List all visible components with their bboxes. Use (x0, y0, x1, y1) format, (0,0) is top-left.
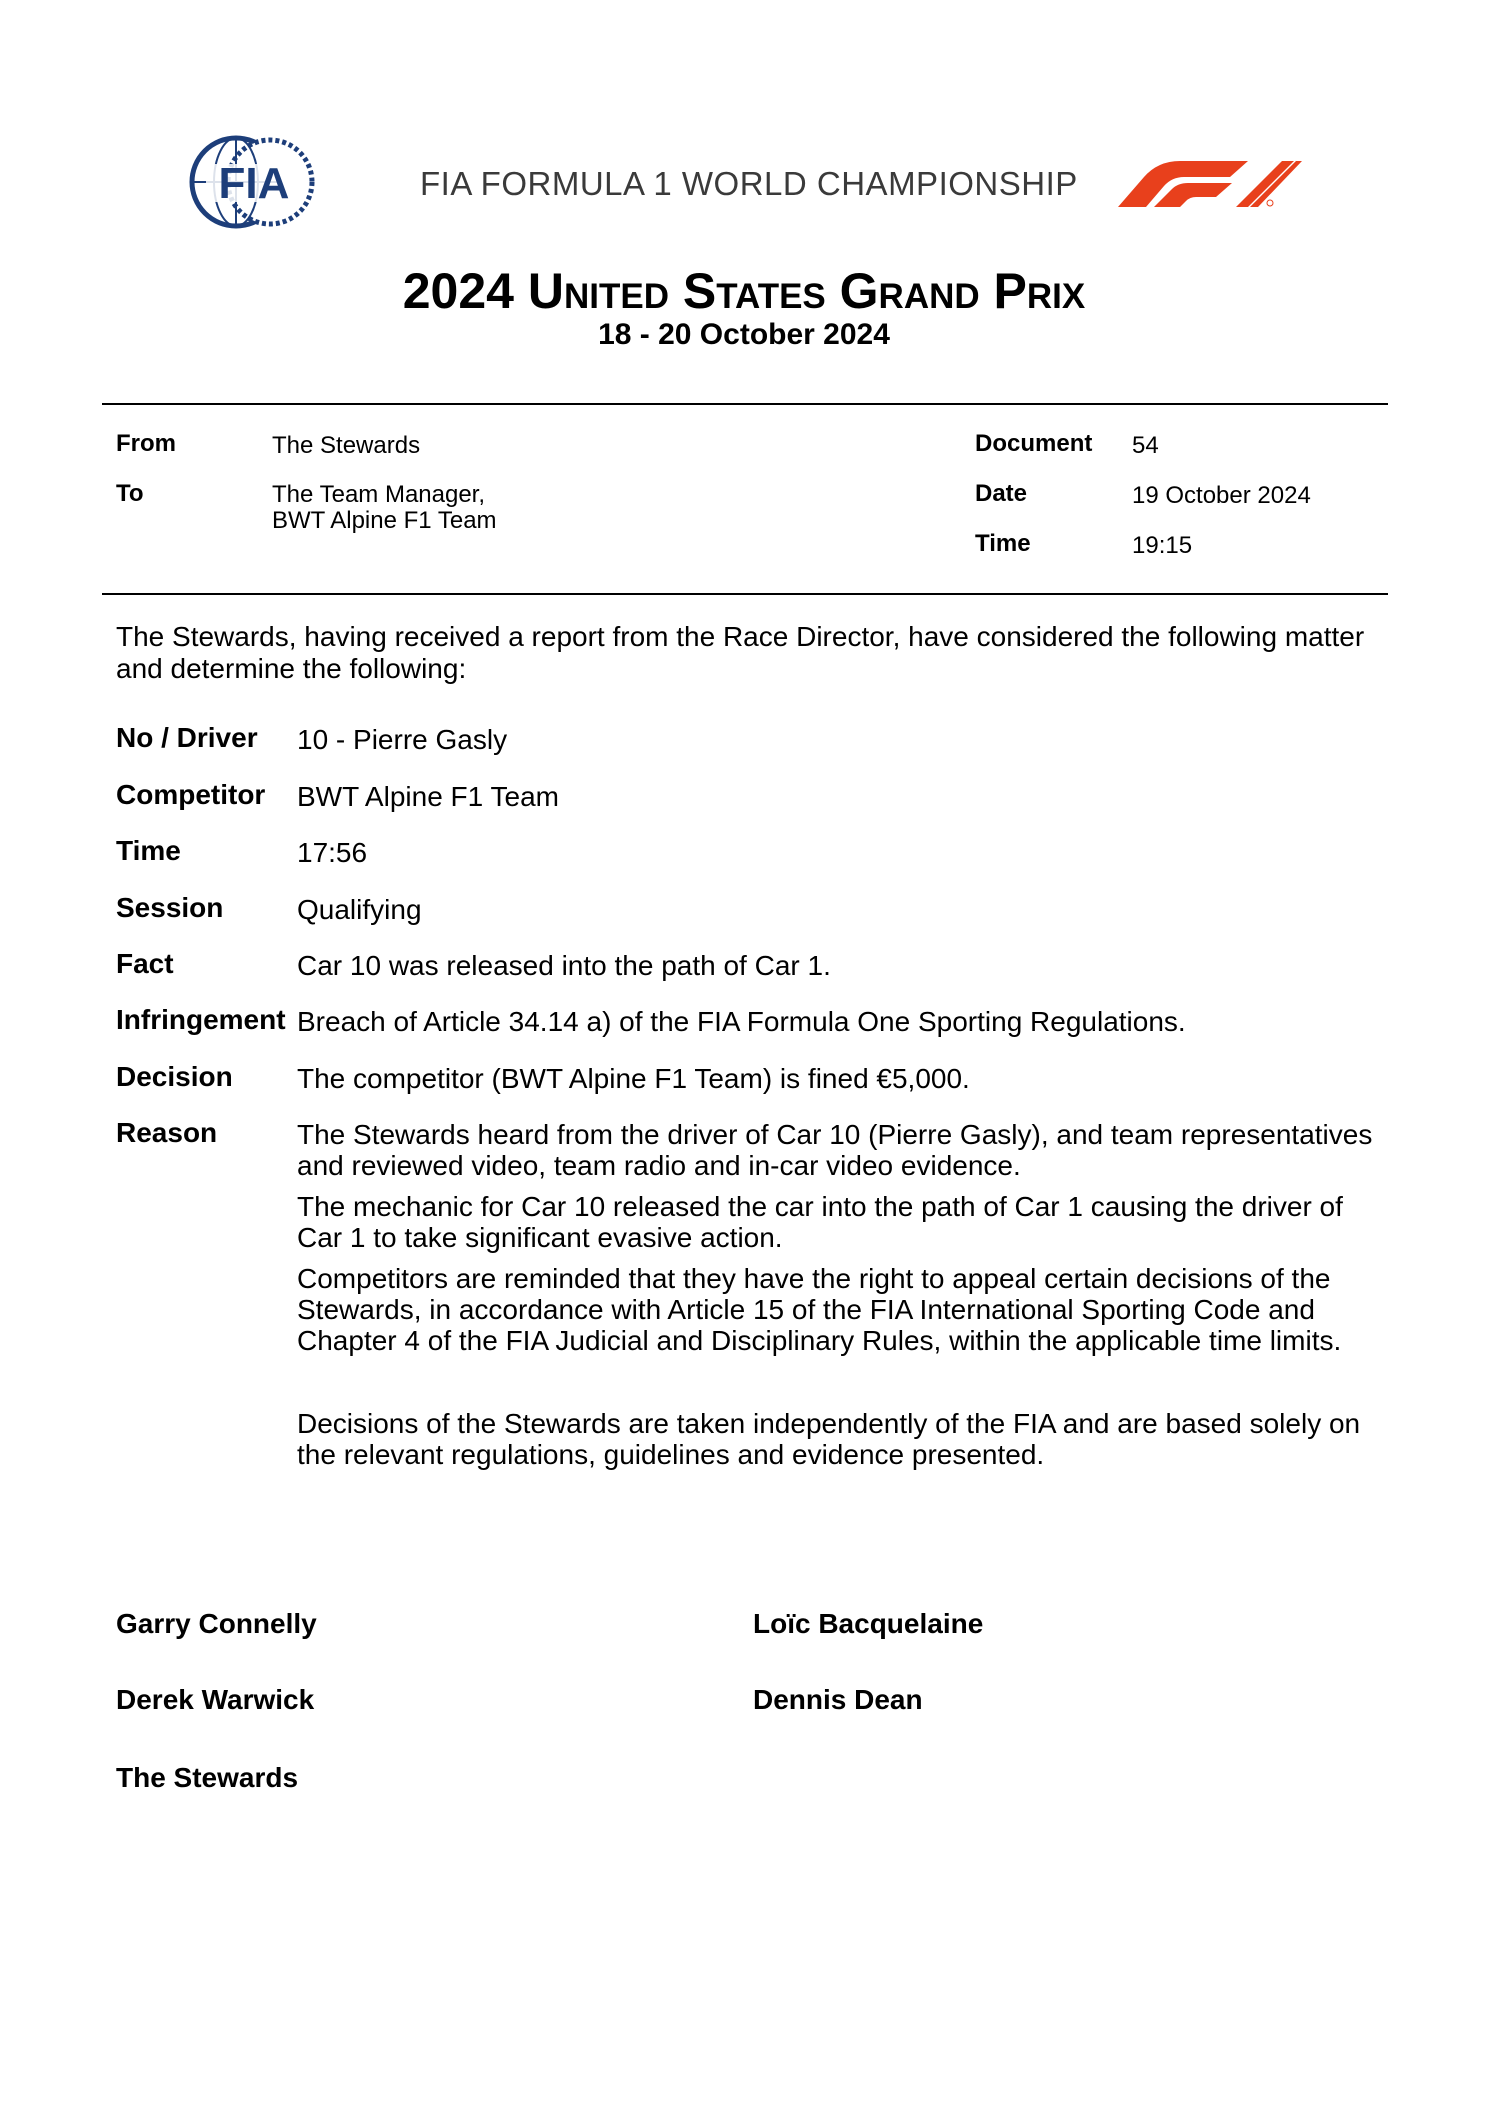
decision-label: Decision (116, 1061, 233, 1092)
fact-label: Fact (116, 948, 174, 979)
event-year: 2024 (402, 263, 514, 319)
reason-paragraph: The mechanic for Car 10 released the car into the path of Car 1 causing the driver of Car 1 to take significant evasive action. (297, 1191, 1343, 1253)
competitor-value: BWT Alpine F1 Team (297, 781, 559, 812)
event-name: United States Grand Prix (527, 263, 1086, 319)
session-label: Session (116, 892, 224, 923)
from-label: From (116, 430, 176, 457)
intro-text: The Stewards, having received a report from the Race Director, have considered the following matter and determine the following: (116, 621, 1365, 684)
to-value-line2: BWT Alpine F1 Team (272, 507, 497, 534)
date-value: 19 October 2024 (1132, 482, 1311, 509)
appeal-notice: Competitors are reminded that they have the right to appeal certain decisions of the Stewards, in accordance with Article 15 of the FIA International Sporting Code and Chapter 4 of the FIA Judicial and Disciplinary Rules, within the applicable time limits. (297, 1263, 1342, 1356)
event-title (0, 262, 1488, 320)
divider-bottom (102, 593, 1388, 595)
steward-name: Garry Connelly (116, 1608, 317, 1639)
document-label: Document (975, 430, 1093, 457)
f1-logo (1118, 157, 1302, 207)
time-label: Time (975, 530, 1031, 557)
document-value: 54 (1132, 432, 1159, 459)
stewards-footer: The Stewards (116, 1762, 299, 1793)
from-value: The Stewards (272, 432, 421, 459)
fact-value: Car 10 was released into the path of Car 1. (297, 950, 831, 981)
steward-name: Loïc Bacquelaine (753, 1608, 984, 1639)
svg-text:FIA: FIA (218, 159, 290, 208)
divider-top (102, 403, 1388, 405)
reason-label: Reason (116, 1117, 218, 1148)
infringement-label: Infringement (116, 1004, 286, 1035)
decision-value: The competitor (BWT Alpine F1 Team) is fined €5,000. (297, 1063, 970, 1094)
incident-time-value: 17:56 (297, 837, 368, 868)
driver-label: No / Driver (116, 722, 258, 753)
to-value (272, 482, 497, 534)
steward-name: Dennis Dean (753, 1684, 923, 1715)
event-dates: 18 - 20 October 2024 (598, 318, 890, 351)
reason-paragraph: The Stewards heard from the driver of Car 10 (Pierre Gasly), and team representatives and reviewed video, team radio and in-car video evidence. (297, 1119, 1373, 1181)
time-value: 19:15 (1132, 532, 1193, 559)
infringement-value: Breach of Article 34.14 a) of the FIA Formula One Sporting Regulations. (297, 1006, 1186, 1037)
to-value-line1: The Team Manager, (272, 481, 486, 508)
competitor-label: Competitor (116, 779, 266, 810)
date-label: Date (975, 480, 1028, 507)
championship-title: FIA FORMULA 1 WORLD CHAMPIONSHIP (420, 165, 1078, 202)
driver-value: 10 - Pierre Gasly (297, 724, 508, 755)
incident-time-label: Time (116, 835, 181, 866)
steward-name: Derek Warwick (116, 1684, 315, 1715)
to-label: To (116, 480, 144, 507)
independence-notice: Decisions of the Stewards are taken independently of the FIA and are based solely on the relevant regulations, guidelines and evidence presented. (297, 1408, 1361, 1470)
fia-logo (188, 134, 318, 230)
session-value: Qualifying (297, 894, 422, 925)
